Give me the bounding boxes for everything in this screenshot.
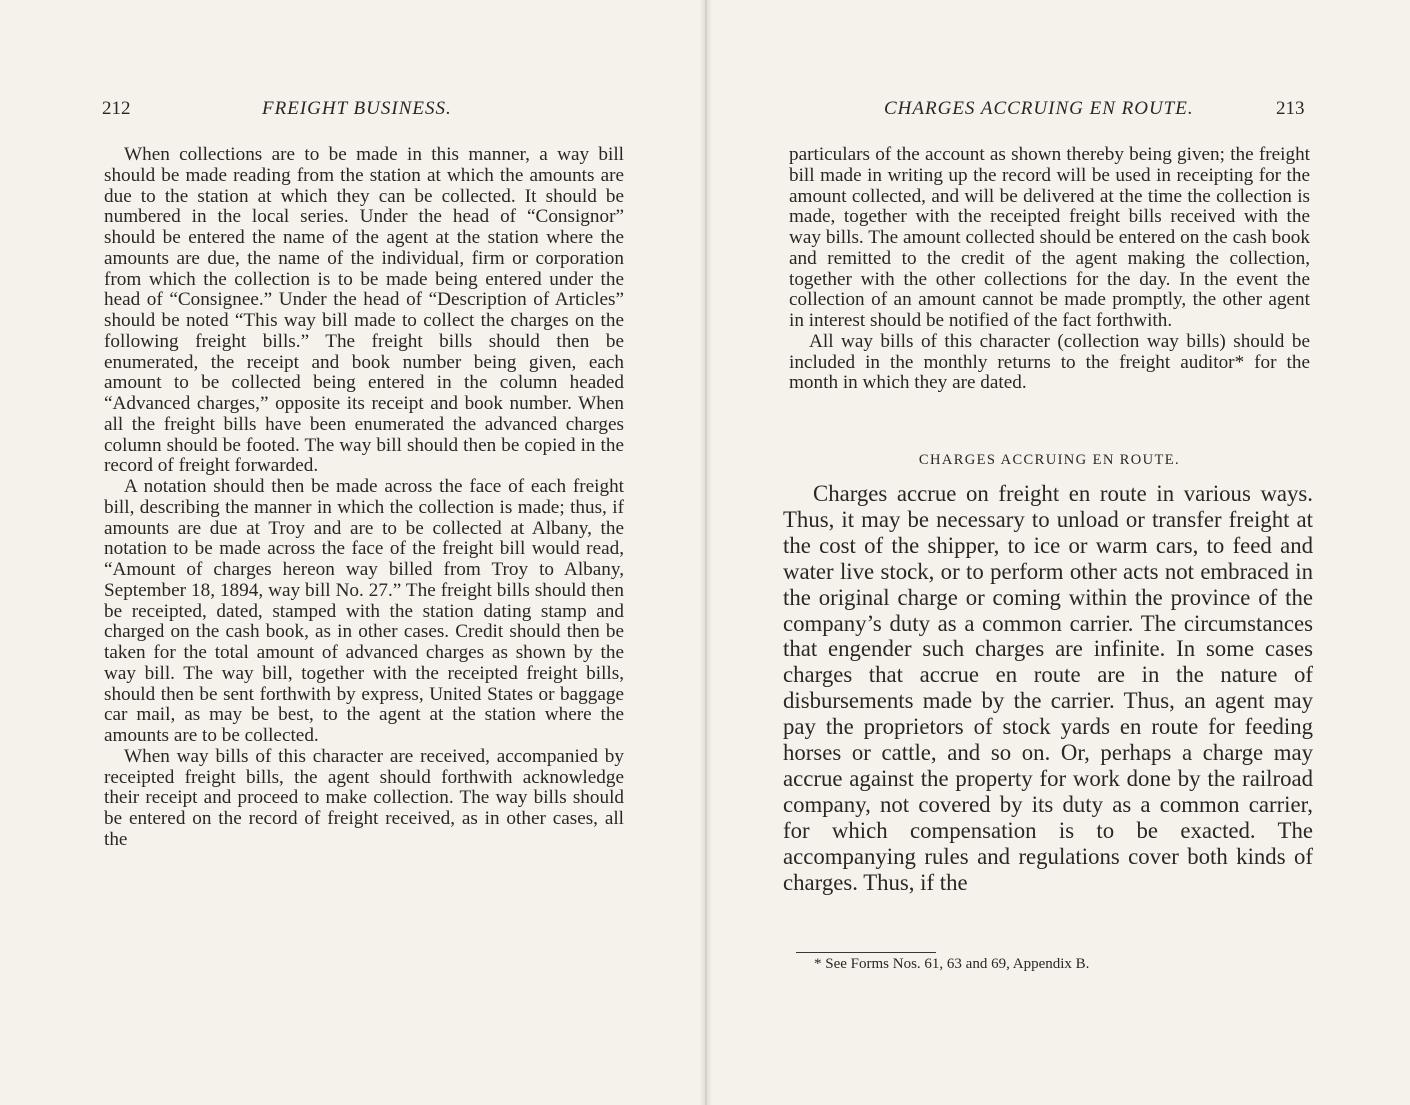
- paragraph-2: A notation should then be made across the face of each freight bill, describing the manner in which the collection is made; thus, if amounts are due at Troy and are to be collected at Albany, the notation to be made across the face of the freight bill would read, “Amount of charges hereon way billed from Troy to Albany, September 18, 1894, way bill No. 27.” The freight bills should then be receipted, dated, stamped with the station dating stamp and charged on the cash book, as in other cases. Credit should then be taken for the total amount of advanced charges as shown by the way bill. The way bill, together with the receipted freight bills, should then be sent forthwith by express, United States or baggage car mail, as may be best, to the agent at the station where the amounts are to be collected.: [104, 476, 624, 746]
- section-paragraph: Charges accrue on freight en route in various ways. Thus, it may be necessary to unload or transfer freight at the cost of the shipper, to ice or warm cars, to feed and water live stock, or to perform other acts not embraced in the original charge or coming within the province of the company’s duty as a common carrier. The circumstances that engender such charges are infinite. In some cases charges that accrue en route are in the nature of disbursements made by the carrier. Thus, an agent may pay the proprietors of stock yards en route for feeding horses or cattle, and so on. Or, perhaps a charge may accrue against the property for work done by the railroad company, not covered by its duty as a common carrier, for which compensation is to be exacted. The accompanying rules and regulations cover both kinds of charges. Thus, if the: [783, 481, 1313, 895]
- running-head-right: CHARGES ACCRUING EN ROUTE.: [884, 98, 1194, 119]
- paragraph-collection-way-bills: All way bills of this character (collection way bills) should be included in the monthly returns to the freight auditor* for the month in which they are dated.: [789, 330, 1310, 394]
- right-body-text: [789, 145, 1310, 394]
- footnote-rule: [796, 952, 936, 953]
- section-body: [783, 481, 1313, 896]
- right-page: [706, 0, 1410, 1105]
- paragraph-1: When collections are to be made in this manner, a way bill should be made reading from the station at which the amounts are due to the station at which they can be collected. It should be numbered in the local series. Under the head of “Consignor” should be entered the name of the agent at the station where the amounts are due, the name of the individual, firm or corporation from which the collection is to be made being entered under the head of “Consignee.” Under the head of “Description of Articles” should be noted “This way bill made to collect the charges on the following freight bills.” The freight bills should then be enumerated, the receipt and book number being given, each amount to be collected being entered in the column headed “Advanced charges,” opposite its receipt and book number. When all the freight bills have been enumerated the advanced charges column should be footed. The way bill should then be copied in the record of freight forwarded.: [104, 144, 624, 477]
- left-page: [0, 0, 704, 1105]
- section-heading: CHARGES ACCRUING EN ROUTE.: [918, 452, 1181, 468]
- paragraph-3: When way bills of this character are received, accompanied by receipted freight bills, the agent should forthwith acknowledge their receipt and proceed to make collection. The way bills should be entered on the record of freight received, as in other cases, all the: [104, 745, 624, 850]
- continued-paragraph: particulars of the account as shown thereby being given; the freight bill made in writing up the record will be used in receipting for the amount collected, and will be delivered at the time the collection is made, together with the receipted freight bills received with the way bills. The amount collected should be entered on the cash book and remitted to the credit of the agent making the collection, together with the other collections for the day. In the event the collection of an amount cannot be made promptly, the other agent in interest should be notified of the fact forthwith.: [789, 144, 1310, 331]
- footnote: * See Forms Nos. 61, 63 and 69, Appendix B.: [814, 956, 1090, 972]
- running-head-left: FREIGHT BUSINESS.: [262, 98, 452, 119]
- left-body-text: [104, 145, 624, 851]
- page-number-left: 212: [102, 98, 131, 119]
- page-number-right: 213: [1276, 98, 1305, 119]
